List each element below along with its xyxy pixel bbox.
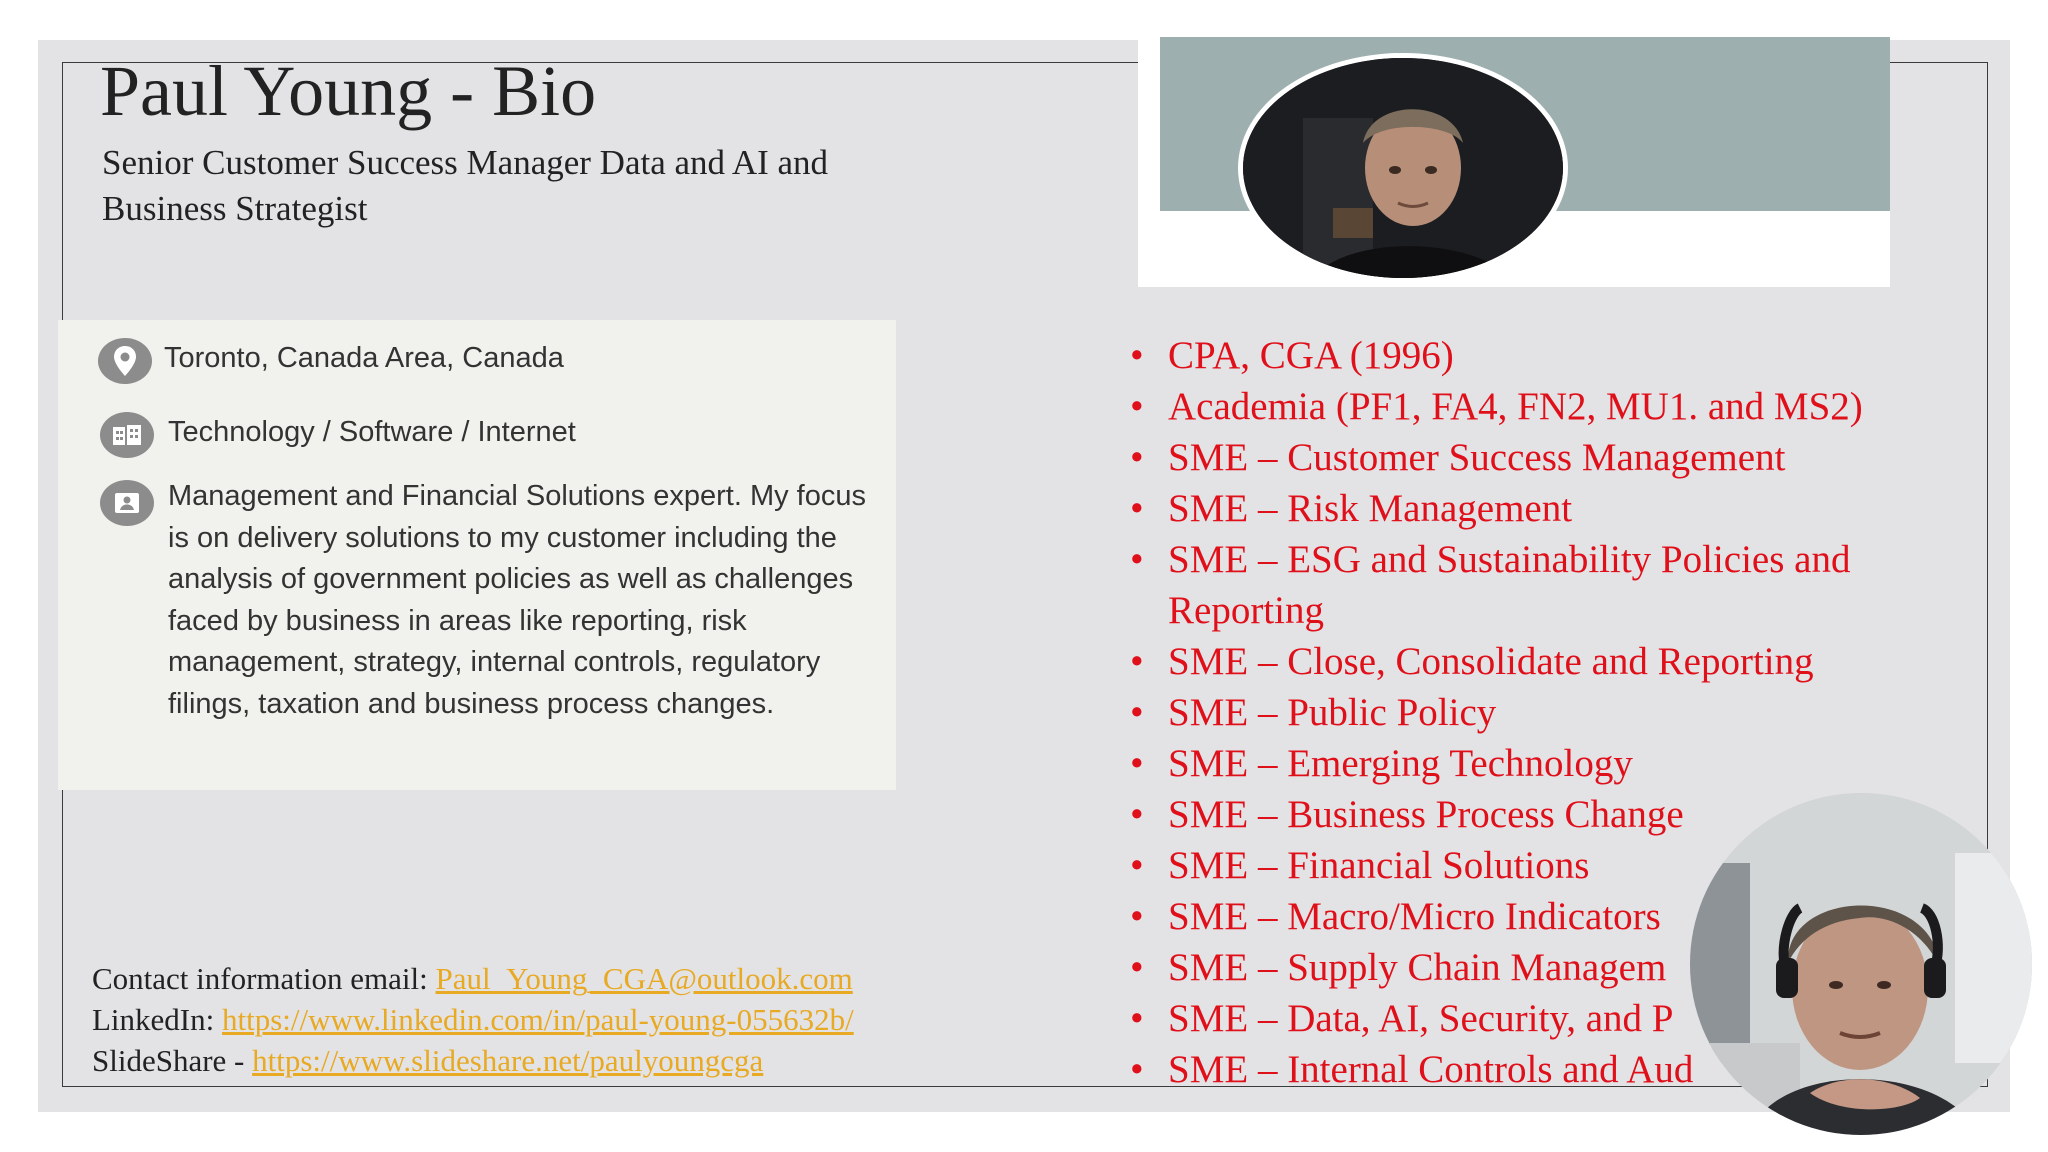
profile-photo: [1238, 53, 1568, 283]
email-link[interactable]: Paul_Young_CGA@outlook.com: [435, 961, 853, 996]
webcam-overlay[interactable]: [1690, 793, 2032, 1135]
credential-item: • SME – Financial Solutions: [1130, 840, 2010, 891]
profile-photo-card: [1138, 37, 1890, 287]
credential-item: • SME – Emerging Technology: [1130, 738, 2010, 789]
profile-card: [58, 320, 896, 790]
slideshare-line: [92, 1040, 854, 1081]
credential-item: • SME – Customer Success Management: [1130, 432, 2010, 483]
industry-row: [100, 412, 576, 458]
email-label: Contact information email:: [92, 961, 436, 996]
credential-item: • SME – ESG and Sustainability Policies and Reporting: [1130, 534, 2010, 636]
credential-item: • SME – Risk Management: [1130, 483, 2010, 534]
location-pin-icon: [98, 338, 152, 384]
slide-subtitle: Senior Customer Success Manager Data and AI and Business Strategist: [102, 143, 829, 228]
location-text: Toronto, Canada Area, Canada: [164, 342, 564, 374]
linkedin-label: LinkedIn:: [92, 1002, 222, 1037]
slide-title: Paul Young - Bio: [100, 51, 597, 131]
credential-item: • SME – Close, Consolidate and Reporting: [1130, 636, 2010, 687]
industry-text: Technology / Software / Internet: [168, 416, 576, 448]
credential-item: • SME – Data, AI, Security, and P: [1130, 993, 2010, 1044]
person-card-icon: [100, 480, 154, 526]
credential-item: • SME – Supply Chain Managem: [1130, 942, 2010, 993]
summary-text: Management and Financial Solutions expert. My focus is on delivery solutions to my customer including the analysis of government policies as well as challenges faced by business in areas like reporting, risk management, strategy, internal controls, regulatory filings, taxation and business process changes.: [168, 480, 866, 720]
summary-row: [100, 480, 886, 725]
linkedin-link[interactable]: https://www.linkedin.com/in/paul-young-055632b/: [222, 1002, 854, 1037]
slideshare-label: SlideShare -: [92, 1043, 253, 1078]
credential-item: • Academia (PF1, FA4, FN2, MU1. and MS2): [1130, 381, 2010, 432]
building-icon: [100, 412, 154, 458]
credential-item: • SME – Macro/Micro Indicators: [1130, 891, 2010, 942]
credential-item: • CPA, CGA (1996): [1130, 330, 2010, 381]
credential-item: • SME – Internal Controls and Aud: [1130, 1044, 2010, 1095]
credential-item: • SME – Public Policy: [1130, 687, 2010, 738]
linkedin-line: [92, 999, 854, 1040]
location-row: [98, 338, 564, 384]
email-line: [92, 958, 854, 999]
contact-info: [92, 958, 854, 1081]
slideshare-link[interactable]: https://www.slideshare.net/paulyoungcga: [252, 1043, 764, 1078]
credential-item: • SME – Business Process Change: [1130, 789, 2010, 840]
